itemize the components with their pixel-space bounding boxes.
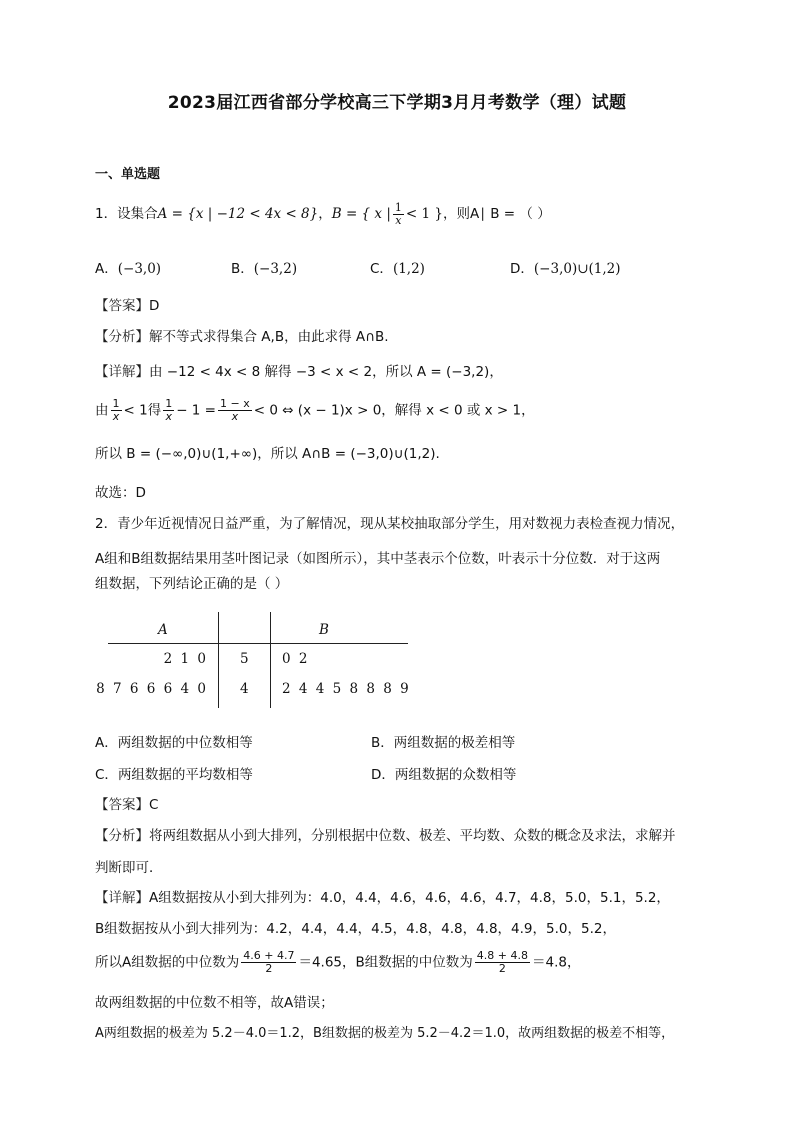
table-header-divider	[108, 643, 408, 644]
median-b-fraction: $\frac{4.8 + 4.8}{2}$	[476, 949, 528, 975]
table-row-2-stem: 4	[240, 681, 251, 697]
q2-stem-line-1: 2．青少年近视情况日益严重，为了解情况，现从某校抽取部分学生，用对数视力表检查视力情况，	[95, 516, 685, 532]
table-row-2-left-leaves: 8 7 6 6 6 4 0	[96, 681, 208, 697]
q1-option-b[interactable]: B．(−3,2)	[231, 261, 298, 277]
q2-option-a[interactable]: A．两组数据的中位数相等	[95, 735, 253, 751]
table-row-1-right-leaves: 0 2	[282, 651, 310, 667]
q1-analysis: 【分析】解不等式求得集合 A,B，由此求得 A∩B.	[95, 329, 389, 345]
q1-sep: ，	[318, 206, 332, 222]
q1-detail-line-1: 【详解】由 −12 < 4x < 8 解得 −3 < x < 2，所以 A = (−3,2)，	[95, 364, 503, 380]
q1-set-b-left: B = { x |	[331, 206, 391, 222]
q2-detail-line-4: 故两组数据的中位数不相等，故A错误；	[95, 995, 334, 1011]
table-row-2-right-leaves: 2 4 4 5 8 8 8 9	[282, 681, 411, 697]
q2-answer: 【答案】C	[95, 797, 159, 813]
q2-detail-line-5: A两组数据的极差为 5.2－4.0＝1.2，B组数据的极差为 5.2－4.2＝1.0，故两组数据的极差不相等，	[95, 1026, 675, 1041]
q2-stem-line-3: 组数据，下列结论正确的是（ ）	[95, 576, 289, 592]
table-row-1-stem: 5	[240, 651, 251, 667]
fraction-1-minus-x-over-x: $\frac{1 - x}{x}$	[220, 397, 250, 423]
q2-detail-line-1: 【详解】A组数据按从小到大排列为：4.0，4.4，4.6，4.6，4.6，4.7，4.8，5.0，5.1，5.2，	[95, 890, 670, 906]
table-divider-right	[270, 612, 271, 708]
q2-detail-line-3: 所以A组数据的中位数为 $\frac{4.6 + 4.7}{2}$ ＝4.65，B组数据的中位数为 $\frac{4.8 + 4.8}{2}$ ＝4.8，	[95, 949, 581, 975]
table-header-b: B	[319, 622, 331, 638]
page-title: 2023届江西省部分学校高三下学期3月月考数学（理）试题	[167, 93, 627, 113]
q1-stem-prefix: 1．设集合	[95, 206, 158, 222]
table-divider-left	[218, 612, 219, 708]
section-heading: 一、单选题	[95, 167, 161, 182]
q1-set-b-fraction: $\frac{1}{x}$	[394, 201, 402, 227]
q1-option-c[interactable]: C．(1,2)	[370, 261, 425, 277]
q1-answer: 【答案】D	[95, 298, 160, 314]
q2-analysis-line-1: 【分析】将两组数据从小到大排列，分别根据中位数、极差、平均数、众数的概念及求法，求解并	[95, 828, 676, 844]
q1-stem	[95, 202, 551, 227]
table-row-1-left-leaves: 2 1 0	[163, 651, 208, 667]
q1-option-a[interactable]: A．(−3,0)	[95, 261, 162, 277]
q2-option-d[interactable]: D．两组数据的众数相等	[371, 767, 517, 783]
q1-option-d[interactable]: D．(−3,0)∪(1,2)	[510, 261, 621, 277]
q1-detail-line-2: 由 $\frac{1}{x}$ < 1得 $\frac{1}{x}$ − 1 = $\frac{1 - x}{x}$ < 0 ⇔ (x − 1)x > 0，解得 x < 0 或 x > 1，	[95, 397, 535, 423]
q1-stem-suffix: ，则A∣ B = （ ）	[442, 206, 551, 222]
q2-option-b[interactable]: B．两组数据的极差相等	[371, 735, 516, 751]
q2-analysis-line-2: 判断即可．	[95, 860, 163, 876]
q2-stem-line-2: A组和B组数据结果用茎叶图记录（如图所示），其中茎表示个位数，叶表示十分位数．对于这两	[95, 551, 661, 567]
stem-leaf-table	[96, 612, 411, 708]
q1-set-a: A = {x | −12 < 4x < 8}	[157, 206, 319, 222]
q2-detail-line-2: B组数据按从小到大排列为：4.2，4.4，4.4，4.5，4.8，4.8，4.8，4.9，5.0，5.2，	[95, 921, 616, 937]
q1-detail-line-3: 所以 B = (−∞,0)∪(1,+∞)，所以 A∩B = (−3,0)∪(1,2).	[95, 446, 440, 462]
table-header-a: A	[158, 622, 170, 638]
q1-conclusion: 故选：D	[95, 485, 146, 501]
fraction-1-over-x-2: $\frac{1}{x}$	[165, 397, 173, 423]
median-a-fraction: $\frac{4.6 + 4.7}{2}$	[243, 949, 295, 975]
q2-option-c[interactable]: C．两组数据的平均数相等	[95, 767, 253, 783]
q1-set-b-right: < 1 }	[405, 206, 443, 222]
fraction-1-over-x: $\frac{1}{x}$	[112, 397, 120, 423]
